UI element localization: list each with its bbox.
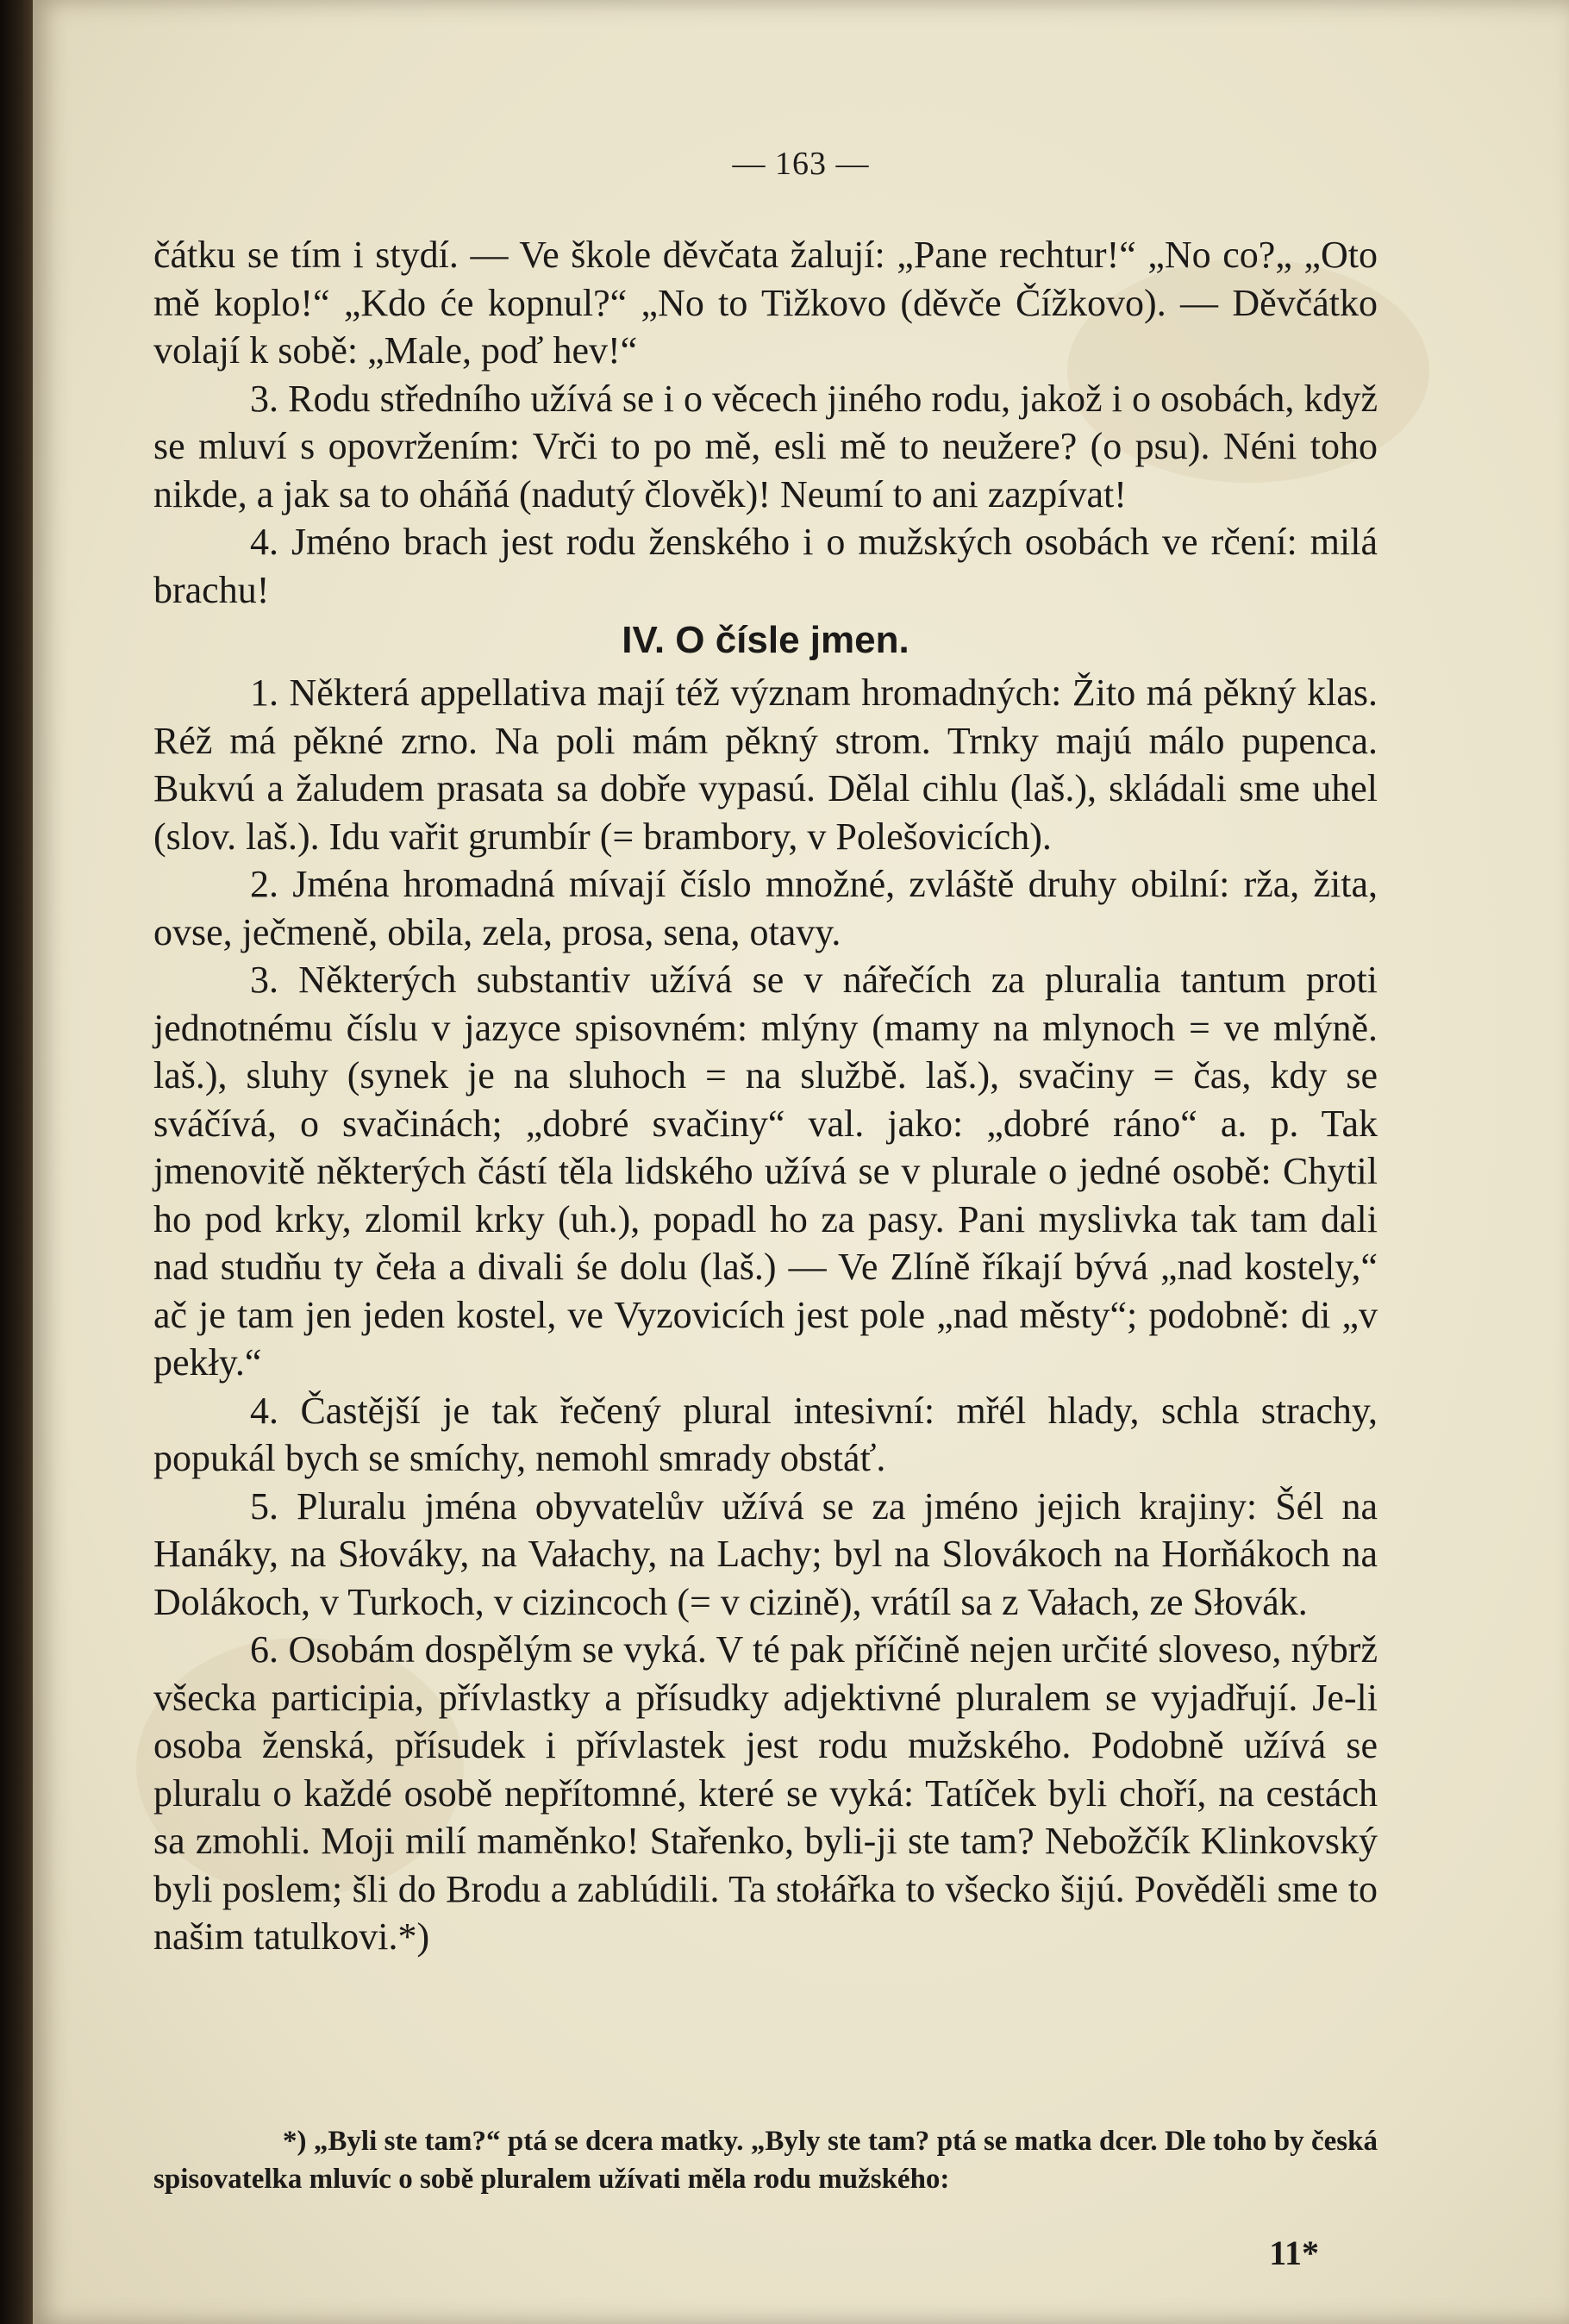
paragraph-number-1: 1. Některá appellativa mají též význam hromadných: Žito má pěkný klas. Réž má pěkné zrno. Na poli mám pěkný strom. Trnky majú málo pupenca. Bukvú a žaludem prasata sa dobře vypasú. Dělal cihlu (laš.), skládali sme uhel (slov. laš.). Idu vařit grumbír (= brambory, v Polešovicích). [153,672,1378,858]
paragraph-number-3: 3. Některých substantiv užívá se v nářečích za pluralia tantum proti jednotnému číslu v jazyce spisovném: mlýny (mamy na mlynoch = ve mlýně. laš.), sluhy (synek je na sluhoch = na službě. laš.), svačiny = čas, kdy se sváčívá, o svačinách; „dobré svačiny“ val. jako: „dobré ráno“ a. p. Tak jmenovitě některých částí těla lidského užívá se v plurale o jedné osobě: Chytil ho pod krky, zlomil krky (uh.), popadl ho za pasy. Pani myslivka tak tam dali nad studňu ty čeła a divali śe dolu (laš.) — Ve Zlíně říkají bývá „nad kostely,“ ač je tam jen jeden kostel, ve Vyzovicích jest pole „nad městy“; podobně: di „v pekły.“ [153,959,1378,1384]
signature-mark: 11* [1269,2233,1319,2272]
paragraph-continuation: čátku se tím i stydí. — Ve škole děvčata žalují: „Pane rechtur!“ „No co?„ „Oto mě koplo!“ „Kdo će kopnul?“ „No to Tižkovo (děvče Čížkovo). — Děvčátko volají k sobě: „Male, poď hev!“ [153,234,1378,372]
paragraph-number-2: 2. Jména hromadná mívají číslo množné, zvláště druhy obilní: rža, žita, ovse, ječmeně, obila, zela, prosa, sena, otavy. [153,863,1378,953]
main-text [153,231,1378,1961]
paragraph-number-5: 5. Pluralu jména obyvatelův užívá se za jméno jejich krajiny: Šél na Hanáky, na Słováky, na Vałachy, na Lachy; byl na Slovákoch na Horňákoch na Dolákoch, v Turkoch, v cizincoch (= v cizině), vrátíl sa z Vałach, ze Słovák. [153,1484,1378,1623]
section-heading: IV. O čísle jmen. [622,619,910,661]
paragraph-rule-4: 4. Jméno brach jest rodu ženského i o mužských osobách ve rčení: milá brachu! [153,521,1378,611]
paragraph-rule-3: 3. Rodu středního užívá se i o věcech jiného rodu, jakož i o osobách, když se mluví s opovržením: Vrči to po mě, esli mě to neužere? (o psu). Néni toho nikde, a jak sa to oháňá (nadutý člověk)! Neumí to ani zazpívat! [153,377,1378,515]
page-number: — 163 — [732,146,870,182]
footnote [153,2122,1378,2198]
book-page [33,0,1569,2324]
footnote-text: *) „Byli ste tam?“ ptá se dcera matky. „Byly ste tam? ptá se matka dcer. Dle toho by česká spisovatelka mluvíc o sobě pluralem užívati měla rodu mužského: [153,2126,1378,2195]
paragraph-number-6: 6. Osobám dospělým se vyká. V té pak příčině nejen určité sloveso, nýbrž všecka participia, přívlastky a přísudky adjektivné pluralem se vyjadřují. Je-li osoba ženská, přísudek i přívlastek jest rodu mužského. Podobně užívá se pluralu o každé osobě nepřítomné, které se vyká: Tatíček byli choří, na cestách sa zmohli. Moji milí maměnko! Stařenko, byli-ji ste tam? Nebožčík Klinkovský byli poslem; šli do Brodu a zablúdili. Ta stołářka to všecko šijú. Pověděli sme to našim tatulkovi.*) [153,1628,1378,1958]
paragraph-number-4: 4. Častější je tak řečený plural intesivní: mřél hlady, schla strachy, popukál bych se smíchy, nemohl smrady obstáť. [153,1389,1378,1479]
book-spine [0,0,34,2324]
